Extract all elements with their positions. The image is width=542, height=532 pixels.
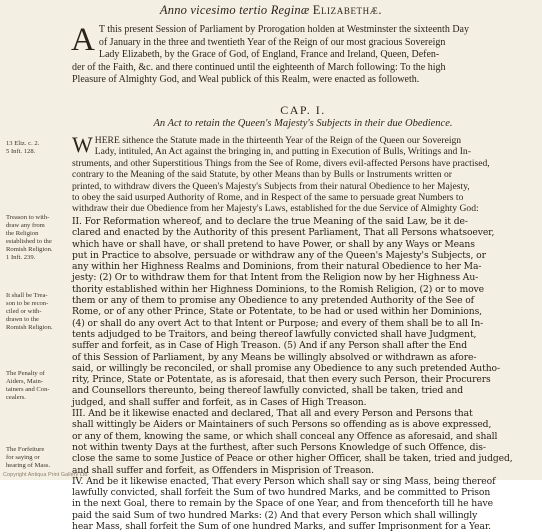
clause-line: or any of them, knowing the same, or which shall conceal any Offence as aforesaid, and shall (72, 430, 498, 442)
margin-note-line: established to the (6, 238, 52, 245)
preamble-line: Pleasure of Almighty God, and Weal publick of this Realm, were enacted as followeth. (72, 74, 420, 86)
margin-note-line: ciled or with- (6, 308, 42, 315)
clause-line: (4) or shall do any overt Act to that Intent or Purpose; and every of them shall be to all In- (72, 317, 484, 329)
initial-letter: W (72, 132, 93, 157)
margin-note-line: cealers. (6, 394, 26, 401)
clause-line: III. And be it likewise enacted and declared, That all and every Person and Persons that (72, 408, 473, 420)
margin-note (6, 292, 68, 332)
text-line: HERE sithence the Statute made in the thirteenth Year of the Reign of the Queen our Sovereign (94, 135, 462, 146)
clause-line: rity, Prince, State or Potentate, as is aforesaid, that then every such Person, their Procurers (72, 374, 491, 386)
clause-line: judged, and shall suffer and forfeit, as in Cases of High Treason. (72, 396, 367, 408)
clause-line: paid the said Sum of two hundred Marks: (2) And that every Person which shall willingly (72, 509, 478, 521)
header-name: Elizabethæ. (312, 3, 383, 17)
margin-note (6, 370, 68, 402)
copyright-watermark: Copyright Antiqua Print Gallery Ltd (3, 472, 88, 478)
clause-line: said, or willingly be reconciled, or shall promise any Obedience to any such pretended Autho- (72, 362, 500, 374)
margin-note-line: draw any from (6, 222, 45, 229)
preamble-line: of January in the three and twentieth Year of the Reign of our most gracious Sovereign (98, 36, 446, 48)
statute-clauses (72, 216, 534, 532)
clause-line: shall wittingly be Aiders or Maintainers of such Persons so offending as is above expressed, (72, 419, 492, 431)
clause-line: put in Practice to absolve, persuade or withdraw any of the Queen's Majesty's Subjects, or (72, 249, 486, 261)
clause-line: suffer and forfeit, as in Case of High Treason. (5) And if any Person shall after the End (72, 340, 467, 352)
statute-preamble-text (72, 132, 534, 215)
text-line: printed, to withdraw divers the Queen's Majesty's Subjects from their natural Obedience to her Majesty, (72, 180, 470, 192)
preamble-line: T this present Session of Parliament by Prorogation holden at Westminster the sixteenth Day (98, 24, 469, 35)
margin-note-line: the Religion (6, 230, 39, 237)
clause-line: thority established within her Highness Dominions, to the Romish Religion, (2) or to move (72, 283, 484, 295)
clause-line: II. For Reformation whereof, and to declare the true Meaning of the said Law, be it de- (72, 216, 468, 227)
text-line: withdraw their due Obedience from her Majesty's Laws, established for the due Service of Almighty God: (72, 203, 479, 215)
clause-line: of this Session of Parliament, by any Means be willingly absolved or withdrawn as afore- (72, 351, 477, 363)
margin-note-line: Treason to with- (6, 214, 50, 221)
text-line: struments, and other Superstitious Things from the See of Rome, divers evil-affected Persons have practised, (72, 157, 490, 169)
margin-note-line: drawn to the (6, 316, 39, 323)
clause-line: in the next Goal, there to remain by the Space of one Year, and from thenceforth till he have (72, 498, 493, 510)
page-header (0, 3, 542, 18)
margin-note-line: The Forfeiture (6, 446, 45, 453)
clause-line: Rome, or of any other Prince, State or Potentate, to be had or used within her Dominions, (72, 306, 483, 318)
clause-line: lawfully convicted, shall forfeit the Sum of two hundred Marks, and be committed to Prison (72, 487, 491, 499)
margin-note-line: Aiders, Main- (6, 378, 43, 385)
clause-line: hear Mass, shall forfeit the Sum of one hundred Marks, and suffer Imprisonment for a Year. (72, 521, 491, 532)
preamble (72, 24, 534, 87)
margin-note (6, 214, 68, 262)
text-line: to obey the said usurped Authority of Rome, and in Respect of the same to persuade great Numbers to (72, 192, 464, 204)
margin-note-line: It shall be Trea- (6, 292, 48, 299)
clause-line: and shall suffer and forfeit, as Offenders in Misprision of Treason. (72, 464, 374, 476)
drop-cap: A (71, 22, 95, 58)
margin-note-line: 13 Eliz. c. 2. (6, 140, 40, 147)
margin-note-line: Romish Religion. (6, 324, 53, 331)
clause-line: clared and enacted by the Authority of this present Parliament, That all Persons whatsoever, (72, 227, 495, 239)
clause-line: not within twenty Days at the furthest, after such Persons Knowledge of such Offence, dis- (72, 441, 486, 453)
margin-note-line: Romish Religion. (6, 246, 53, 253)
margin-note-line: 1 Inft. 239. (6, 254, 36, 261)
margin-note-line: son to be recon- (6, 300, 49, 307)
margin-note-line: hearing of Mass. (6, 462, 51, 469)
text-line: Lady, intituled, An Act against the bringing in, and putting in Execution of Bulls, Writings and In- (94, 146, 471, 158)
margin-note-line: 5 Inft. 128. (6, 148, 36, 155)
clause-line: IV. And be it likewise enacted, That every Person which shall say or sing Mass, being thereof (72, 475, 496, 487)
margin-note (6, 140, 68, 156)
clause-line: which have or shall have, or shall pretend to have Power, or shall by any Ways or Means (72, 238, 475, 250)
clause-line: and Counsellors thereunto, being thereof lawfully convicted, shall be taken, tried and (72, 385, 463, 397)
clause-line: jesty: (2) Or to withdraw them for that Intent from the Religion now by her Highness Au- (72, 272, 479, 284)
text-line: contrary to the Meaning of the said Statute, by other Means than by Bulls or Instruments written or (72, 169, 452, 181)
margin-note-line: The Penalty of (6, 370, 45, 377)
clause-line: close the same to some Justice of Peace or other higher Officer, shall be taken, tried and judged, (72, 453, 513, 465)
clause-line: tents adjudged to be Traitors, and being thereof lawfully convicted shall have Judgment, (72, 328, 477, 340)
clause-line: any within her Highness Realms and Dominions, from their natural Obedience to her Ma- (72, 261, 482, 273)
chapter-subtitle: An Act to retain the Queen's Majesty's Subjects in their due Obedience. (153, 118, 453, 129)
margin-note-line: for saying or (6, 454, 40, 461)
margin-note-line: tainers and Con- (6, 386, 50, 393)
preamble-line: Lady Elizabeth, by the Grace of God, of England, France and Ireland, Queen, Defen- (98, 49, 440, 61)
preamble-line: der of the Faith, &c. and there continued until the eighteenth of March following: To the high (72, 61, 446, 73)
header-prefix: Anno vicesimo tertio Reginæ (159, 3, 313, 17)
clause-line: them or any of them to promise any Obedience to any pretended Authority of the See of (72, 295, 474, 307)
chapter-title: CAP. I. (280, 103, 326, 117)
margin-note (6, 446, 68, 470)
